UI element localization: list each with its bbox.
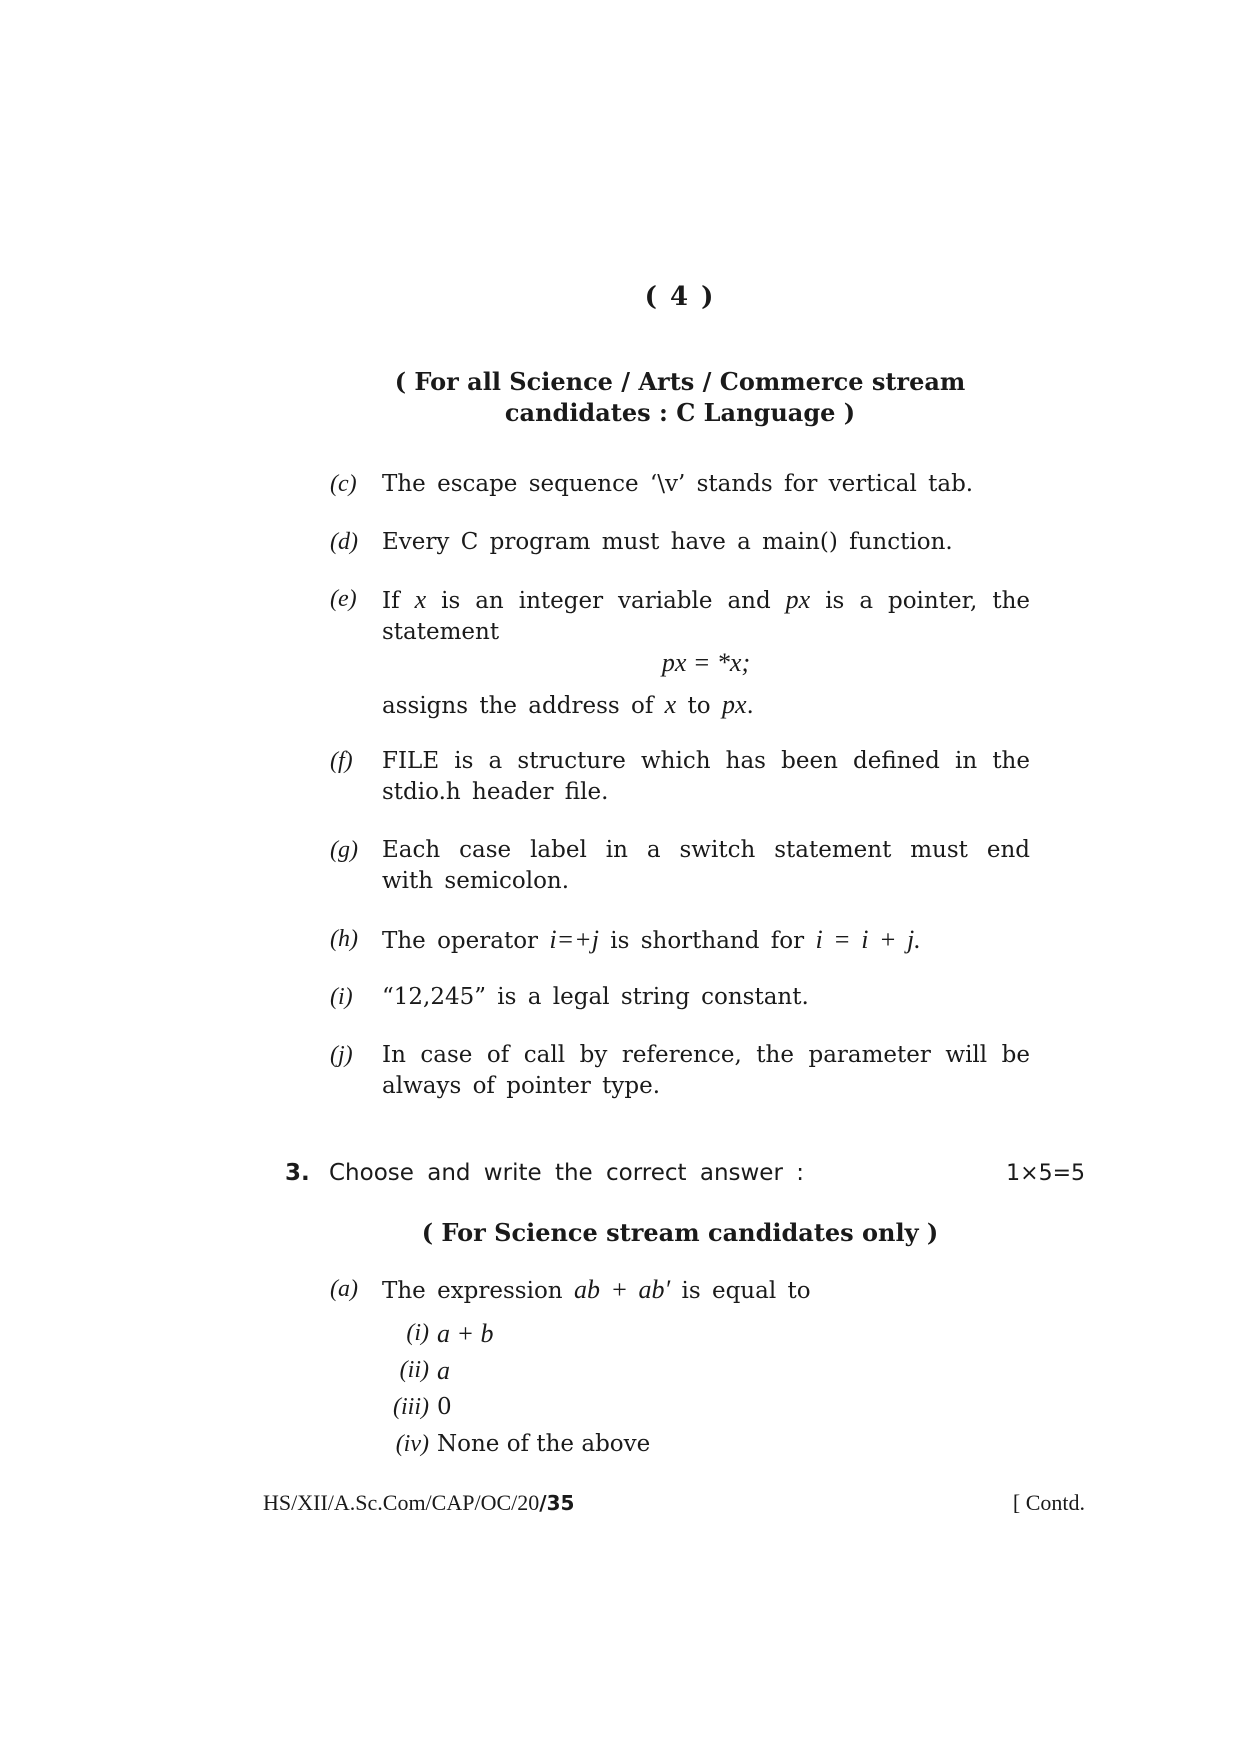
part-text: The expression ab + ab′ is equal to [382, 1275, 811, 1304]
statement-label: (j) [330, 1042, 353, 1068]
var-px: px [721, 690, 747, 719]
page-number: ( 4 ) [644, 282, 716, 312]
statement-label: (c) [330, 471, 357, 497]
option-label: (ii) [399, 1357, 429, 1383]
statement-label: (d) [330, 529, 358, 555]
statement-text: In case of call by reference, the parameter will be always of pointer type. [382, 1042, 1030, 1099]
statement-label: (h) [330, 926, 358, 952]
part-label: (a) [330, 1276, 358, 1302]
statement-text: If x is an integer variable and px is a pointer, the statement [382, 585, 1030, 645]
section-heading [380, 366, 980, 428]
statement-label: (f) [330, 748, 353, 774]
option-text: 0 [437, 1394, 452, 1420]
expression-shorthand: i=+j [549, 925, 599, 954]
statement-text: Each case label in a switch statement must end with semicolon. [382, 837, 1030, 894]
option-text: a [437, 1356, 450, 1385]
statement-label: (e) [330, 586, 357, 612]
paper-code: HS/XII/A.Sc.Com/CAP/OC/20/35 [263, 1490, 575, 1515]
continued-marker: [ Contd. [1012, 1490, 1085, 1515]
sub-heading: ( For Science stream candidates only ) [421, 1218, 939, 1247]
statement-text: The escape sequence ‘\v’ stands for vertical tab. [382, 471, 974, 497]
statement-text: “12,245” is a legal string constant. [382, 984, 809, 1010]
statement-text: FILE is a structure which has been defined in the stdio.h header file. [382, 748, 1030, 805]
option-text: None of the above [437, 1431, 651, 1457]
statement-text: Every C program must have a main() function. [382, 529, 953, 555]
expression-full: i = i + j. [815, 925, 921, 954]
question-number: 3. [285, 1160, 310, 1186]
statement-label: (g) [330, 837, 358, 863]
option-label: (i) [406, 1320, 429, 1346]
option-label: (iii) [393, 1394, 429, 1420]
statement-text: The operator i=+j is shorthand for i = i + j. [382, 925, 921, 954]
footer [263, 1490, 1085, 1516]
section-heading-line1: ( For all Science / Arts / Commerce stream [394, 367, 966, 396]
var-x: x [664, 690, 677, 719]
section-heading-line2: candidates : C Language ) [504, 398, 856, 427]
statement-text-continued: assigns the address of x to px. [382, 690, 754, 719]
statement-label: (i) [330, 984, 353, 1010]
question-marks: 1×5=5 [1006, 1161, 1085, 1186]
option-label: (iv) [395, 1431, 429, 1457]
var-x: x [414, 585, 427, 614]
code-statement: px = *x; [661, 648, 751, 677]
option-text: a + b [437, 1319, 494, 1348]
statement-e [330, 584, 1030, 734]
var-px: px [785, 585, 811, 614]
expression: ab + ab′ [573, 1275, 671, 1304]
question-text: Choose and write the correct answer : [329, 1160, 804, 1186]
